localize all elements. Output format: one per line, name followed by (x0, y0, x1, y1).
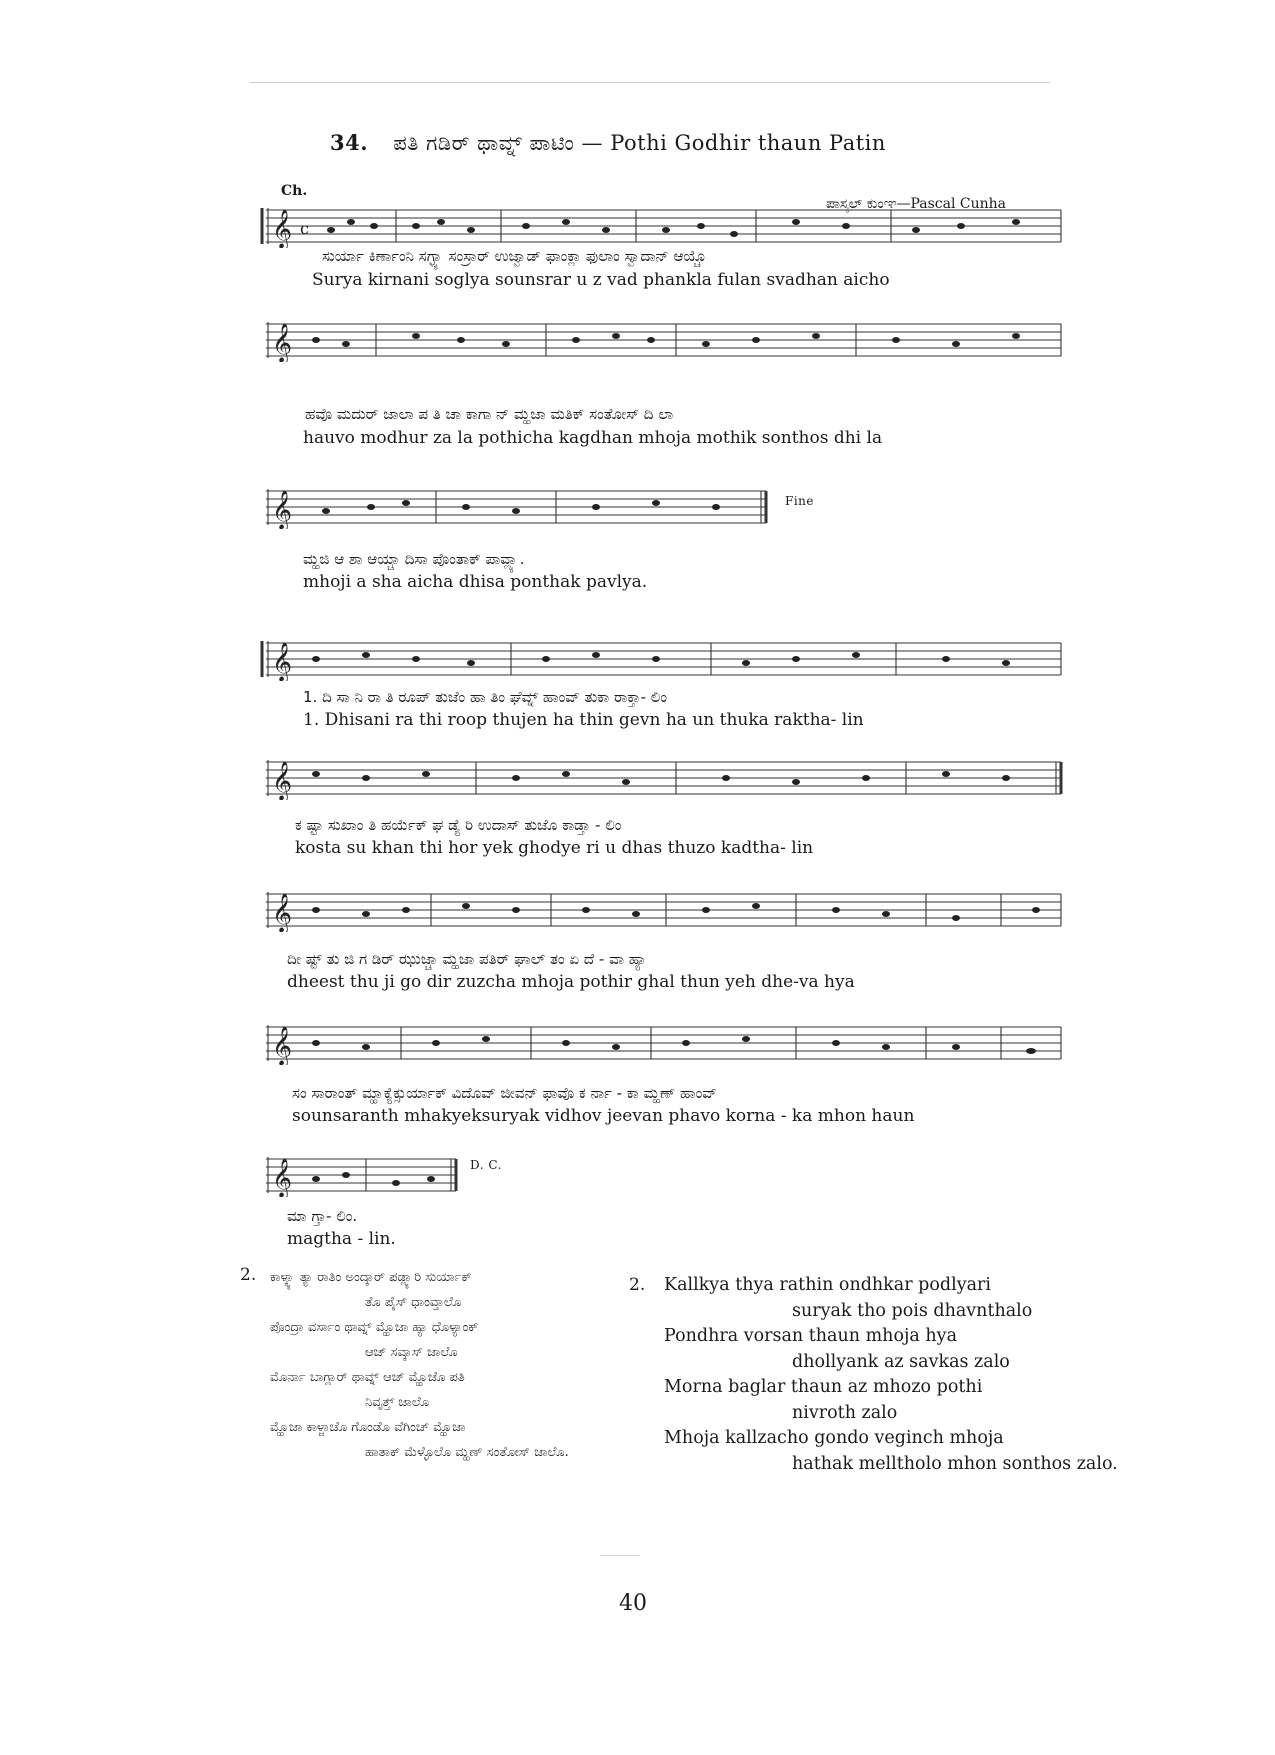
music-staff-2 (256, 318, 1066, 362)
stanza2-kannada-line: ಆಜ್ ಸವ್ಕಾಸ್ ಜಾಲೊ (365, 1345, 458, 1360)
lyric-line-3-kannada: ಮ್ಹಜಿ ಆ ಶಾ ಆಯ್ಚಾ ದಿಸಾ ಪೊಂತಾಕ್ ಪಾವ್ಲ್ಯಾ. (303, 550, 525, 568)
music-staff-5 (256, 756, 1066, 800)
lyric-line-7-roman: sounsaranth mhakyeksuryak vidhov jeevan phavo korna - ka mhon haun (292, 1106, 915, 1126)
stanza2-kannada-line: ತೊ ಪೈಸ್ ಧಾಂವ್ತಾಲೊ (365, 1295, 462, 1310)
staff-svg-4 (256, 637, 1066, 681)
stanza2-kannada-line: ಮೊರ್ನಾ ಬಾಗ್ಲಾರ್ ಥಾವ್ನ್ ಆಜ್ ಮ್ಹೊಜೊ ಪತಿ (270, 1370, 465, 1385)
stanza2-kannada (270, 1265, 569, 1465)
staff-svg-7 (256, 1021, 1066, 1065)
lyric-line-8-kannada: ಮಾ ಗ್ತಾ- ಲಿಂ. (287, 1207, 358, 1225)
music-staff-6 (256, 888, 1066, 932)
lyric-line-7-kannada: ಸಂ ಸಾರಾಂತ್ ಮ್ಹಾಕ್ಯೆಕ್ಸುರ್ಯಾಕ್ ವಿದೊವ್ ಜೀವನ್ ಫಾವೊ ಕ ರ್ನಾ - ಕಾ ಮ್ಹಣ್ ಹಾಂವ್ (292, 1084, 717, 1102)
stanza2-roman (664, 1273, 1118, 1477)
lyric-line-4-roman: 1. Dhisani ra thi roop thujen ha thin gevn ha un thuka raktha- lin (303, 710, 864, 730)
lyric-line-3-roman: mhoji a sha aicha dhisa ponthak pavlya. (303, 572, 648, 592)
stanza2-roman-line: suryak tho pois dhavnthalo (792, 1300, 1033, 1321)
stanza2-roman-line: Morna baglar thaun az mhozo pothi (664, 1377, 983, 1397)
stanza2-number-kannada: 2. (240, 1265, 257, 1285)
svg-text:𝄞: 𝄞 (272, 490, 293, 529)
lyric-line-5-roman: kosta su khan thi hor yek ghodye ri u dhas thuzo kadtha- lin (295, 838, 814, 858)
lyric-line-1-roman: Surya kirnani soglya sounsrar u z vad phankla fulan svadhan aicho (312, 270, 890, 290)
stanza2-roman-line: Mhoja kallzacho gondo veginch mhoja (664, 1428, 1004, 1448)
staff-svg-5 (256, 756, 1066, 800)
stanza2-roman-line: nivroth zalo (792, 1402, 898, 1423)
stanza2-kannada-line: ಕಾಳ್ಕ್ಯಾ ತ್ಯಾ ರಾತಿಂ ಅಂದ್ಕಾರ್ ಪಡ್ಲ್ಯಾರಿ ಸುರ್ಯಾಕ್ (270, 1270, 472, 1285)
lyric-line-2-kannada: ಹವೊ ಮದುರ್ ಜಾಲಾ ಪ ತಿ ಚಾ ಕಾಗಾ ನ್ ಮ್ಹಜಾ ಮತಿಕ್ ಸಂತೋಸ್ ದಿ ಲಾ (305, 405, 674, 423)
lyric-line-6-roman: dheest thu ji go dir zuzcha mhoja pothir ghal thun yeh dhe-va hya (287, 972, 855, 992)
song-title-kannada: ಪತಿ ಗಡಿರ್ ಥಾವ್ನ್ ಪಾಟಿಂ (393, 131, 575, 155)
composer-credit: ಪಾಸ್ಕಲ್ ಕುಂಞ—Pascal Cunha (826, 196, 1007, 212)
svg-text:c: c (300, 219, 309, 238)
music-staff-7 (256, 1021, 1066, 1065)
stanza2-roman-line: Pondhra vorsan thaun mhoja hya (664, 1326, 957, 1346)
chorus-marker: Ch. (281, 183, 308, 199)
stanza2-roman-line: dhollyank az savkas zalo (792, 1351, 1010, 1372)
stanza2-roman-line: hathak melltholo mhon sonthos zalo. (792, 1453, 1118, 1474)
staff-svg-6 (256, 888, 1066, 932)
top-rule (250, 82, 1050, 83)
lyric-line-6-kannada: ದೀ ಷ್ಟ್ ತು ಜಿ ಗ ಡಿರ್ ಝುಜ್ಚಾ ಮ್ಹಜಾ ಪತಿರ್ ಘಾಲ್ ತಂ ಏ ದೆ - ವಾ ಹ್ಯಾ (287, 950, 647, 968)
svg-text:𝄞: 𝄞 (272, 323, 293, 362)
stanza2-kannada-line: ಹಾತಾಕ್ ಮೆಳ್ಳೊಲೊ ಮ್ಹಣ್ ಸಂತೋಸ್ ಜಾಲೊ. (365, 1445, 569, 1460)
lyric-line-1-kannada: ಸುರ್ಯಾ ಕಿರ್ಣಾಂನಿ ಸಗ್ಳ್ಯಾ ಸಂಸ್ರಾರ್ ಉಜ್ವಾಡ್ ಫಾಂಕ್ಲಾ ಫುಲಾಂ ಸ್ವಾದಾನ್ ಆಯ್ಚೊ (322, 247, 707, 265)
fine-marker: Fine (785, 494, 814, 508)
svg-text:𝄞: 𝄞 (272, 642, 293, 681)
stanza2-roman-line: Kallkya thya rathin ondhkar podlyari (664, 1275, 991, 1295)
music-staff-8 (256, 1153, 466, 1197)
page-number: 40 (619, 1591, 647, 1616)
svg-text:𝄞: 𝄞 (272, 1158, 293, 1197)
music-staff-3 (256, 485, 776, 529)
lyric-line-4-kannada: 1. ದಿ ಸಾ ನಿ ರಾ ತಿ ರೂಪ್ ತುಜೆಂ ಹಾ ತಿಂ ಘೆವ್ನ್ ಹಾಂವ್ ತುಕಾ ರಾಕ್ತಾ- ಲಿಂ (303, 688, 667, 706)
staff-svg-8 (256, 1153, 466, 1197)
lyric-line-2-roman: hauvo modhur za la pothicha kagdhan mhoja mothik sonthos dhi la (303, 428, 883, 448)
svg-text:𝄞: 𝄞 (272, 1026, 293, 1065)
song-number: 34. (330, 130, 369, 155)
bottom-rule (600, 1555, 640, 1556)
stanza2-number-roman: 2. (629, 1275, 646, 1295)
lyric-line-8-roman: magtha - lin. (287, 1229, 396, 1249)
lyric-line-5-kannada: ಕ ಷ್ಟಾ ಸುಖಾಂ ತಿ ಹರ್ಯೆಕ್ ಘ ಡ್ಯೆ ರಿ ಉದಾಸ್ ತುಜೊ ಕಾಡ್ತಾ - ಲಿಂ (295, 816, 622, 834)
music-staff-4 (256, 637, 1066, 681)
music-staff-1 (256, 204, 1066, 248)
svg-text:𝄞: 𝄞 (272, 209, 293, 248)
stanza2-kannada-line: ಪೊಂದ್ರಾ ವರ್ಸಾಂ ಥಾವ್ನ್ ಮ್ಹೊಜಾ ಹ್ಯಾ ಧೊಳ್ಯಾಂಕ್ (270, 1320, 479, 1335)
staff-svg-3 (256, 485, 776, 529)
svg-text:𝄞: 𝄞 (272, 761, 293, 800)
dc-marker: D. C. (470, 1158, 502, 1172)
stanza2-kannada-line: ಮ್ಹೊಜಾ ಕಾಳ್ಜಾಚೊ ಗೊಂಡೊ ವೆಗಿಂಚ್ ಮ್ಹೊಜಾ (270, 1420, 466, 1435)
svg-text:𝄞: 𝄞 (272, 893, 293, 932)
song-title (330, 130, 886, 156)
staff-svg-2 (256, 318, 1066, 362)
song-title-roman: — Pothi Godhir thaun Patin (581, 131, 886, 155)
staff-svg-1 (256, 204, 1066, 248)
stanza2-kannada-line: ನಿವೃತ್ತ್ ಜಾಲೊ (365, 1395, 429, 1410)
